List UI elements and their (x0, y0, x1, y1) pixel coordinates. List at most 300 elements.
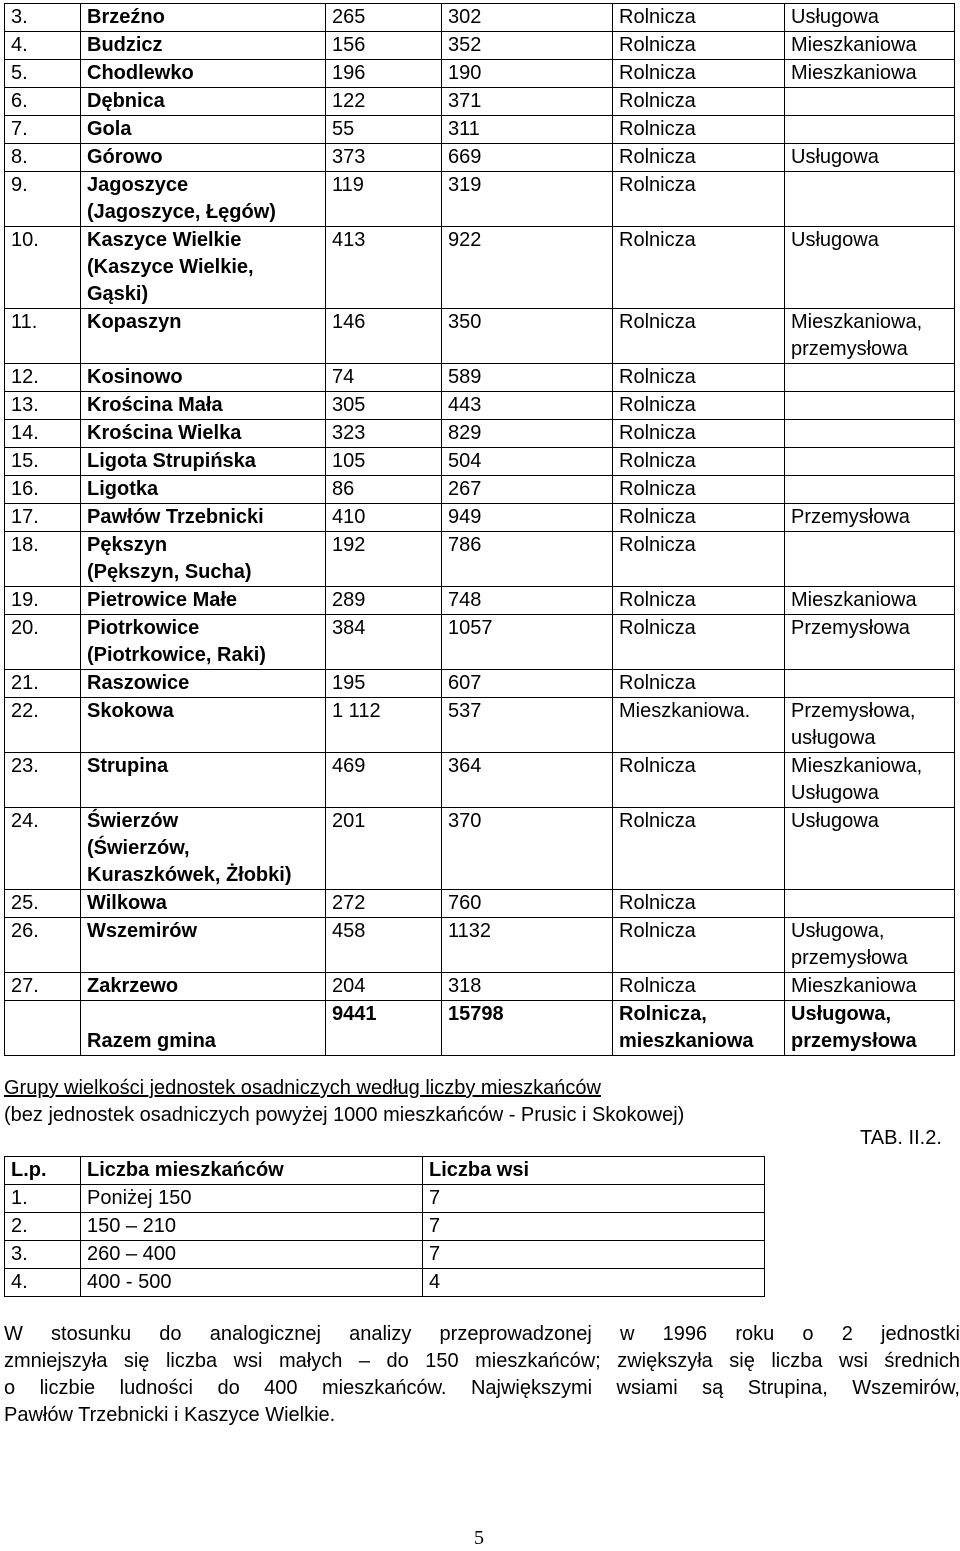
value-a-line: 323 (332, 422, 366, 444)
row-number (5, 227, 81, 309)
function-primary-line: Rolnicza (619, 366, 696, 388)
value-a (326, 88, 442, 116)
function-primary-line: Rolnicza (619, 174, 696, 196)
groups-table-header-row (5, 1157, 765, 1185)
table-row (5, 227, 955, 309)
function-secondary-line: Mieszkaniowa (791, 62, 917, 84)
total-function-primary (613, 1001, 785, 1056)
function-primary (613, 890, 785, 918)
table-row (5, 309, 955, 364)
value-b-line: 371 (448, 90, 482, 112)
function-secondary-line: Mieszkaniowa (791, 975, 917, 997)
value-b-line: 829 (448, 422, 482, 444)
function-primary (613, 532, 785, 587)
settlement-name-line: Chodlewko (87, 62, 194, 84)
table-cell: 7 (423, 1241, 765, 1269)
function-secondary-line: Przemysłowa (791, 506, 910, 528)
settlement-name-line: Wszemirów (87, 920, 198, 942)
row-number-line: 18. (11, 534, 39, 556)
value-a (326, 476, 442, 504)
function-primary (613, 753, 785, 808)
table-row (5, 1213, 765, 1241)
function-secondary (785, 309, 955, 364)
function-primary-line: Rolnicza (619, 62, 696, 84)
value-b-line: 364 (448, 755, 482, 777)
settlement-name (81, 448, 326, 476)
value-b-line: 311 (448, 118, 480, 140)
value-b-line: 748 (448, 589, 482, 611)
value-a (326, 364, 442, 392)
function-secondary-line: Mieszkaniowa, (791, 755, 923, 777)
value-b-line: 949 (448, 506, 482, 528)
function-secondary-line: Usługowa (791, 229, 879, 251)
function-secondary (785, 392, 955, 420)
settlement-name (81, 753, 326, 808)
table-row (5, 172, 955, 227)
value-b (442, 476, 613, 504)
value-a (326, 309, 442, 364)
settlement-name-line: Jagoszyce (87, 174, 189, 196)
row-number (5, 60, 81, 88)
row-number (5, 587, 81, 615)
row-number (5, 392, 81, 420)
function-primary (613, 4, 785, 32)
table-label: TAB. II.2. (860, 1127, 942, 1149)
row-number (5, 532, 81, 587)
settlement-name-line: Gola (87, 118, 132, 140)
value-a (326, 753, 442, 808)
value-a (326, 587, 442, 615)
function-primary-line: Rolnicza (619, 90, 696, 112)
table-row (5, 670, 955, 698)
value-b (442, 32, 613, 60)
value-a-line: 265 (332, 6, 366, 28)
function-primary-line: Rolnicza (619, 589, 696, 611)
table-cell: 260 – 400 (81, 1241, 423, 1269)
settlements-table-body (5, 4, 955, 1056)
function-primary (613, 144, 785, 172)
settlement-name (81, 587, 326, 615)
header-cell: Liczba mieszkańców (81, 1157, 423, 1185)
settlements-table (4, 3, 955, 1056)
function-primary (613, 670, 785, 698)
total-function-primary-line: Rolnicza, (619, 1003, 707, 1025)
function-primary-line: Rolnicza (619, 892, 696, 914)
settlement-name (81, 670, 326, 698)
table-cell: 7 (423, 1185, 765, 1213)
value-a (326, 32, 442, 60)
value-a (326, 392, 442, 420)
value-a-line: 458 (332, 920, 366, 942)
function-primary-line: Rolnicza (619, 6, 696, 28)
row-number-line: 21. (11, 672, 39, 694)
function-secondary (785, 670, 955, 698)
row-number-line: 16. (11, 478, 39, 500)
settlement-name-line: (Jagoszyce, Łęgów) (87, 201, 276, 223)
total-b-line: 15798 (448, 1003, 504, 1025)
row-number (5, 504, 81, 532)
summary-paragraph (4, 1321, 960, 1429)
table-row (5, 116, 955, 144)
table-row (5, 1241, 765, 1269)
function-primary (613, 116, 785, 144)
function-primary (613, 32, 785, 60)
value-b (442, 698, 613, 753)
value-b (442, 753, 613, 808)
settlement-name (81, 364, 326, 392)
value-b (442, 364, 613, 392)
total-a-line: 9441 (332, 1003, 377, 1025)
table-cell: 2. (5, 1213, 81, 1241)
function-secondary-line: Usługowa (791, 146, 879, 168)
value-a (326, 890, 442, 918)
function-secondary (785, 88, 955, 116)
value-a (326, 227, 442, 309)
function-primary-line: Rolnicza (619, 394, 696, 416)
header-cell: L.p. (5, 1157, 81, 1185)
value-b-line: 607 (448, 672, 482, 694)
row-number-line: 26. (11, 920, 39, 942)
value-b (442, 973, 613, 1001)
value-a-line: 289 (332, 589, 366, 611)
row-number-line: 4. (11, 34, 28, 56)
settlement-name-line: Skokowa (87, 700, 174, 722)
row-number-line: 22. (11, 700, 39, 722)
function-primary (613, 60, 785, 88)
value-b-line: 760 (448, 892, 482, 914)
paragraph-line: o liczbie ludności do 400 mieszkańców. Największymi wsiami są Strupina, Wszemirów, (4, 1377, 960, 1399)
row-number (5, 973, 81, 1001)
settlement-name-line: Pawłów Trzebnicki (87, 506, 264, 528)
row-number-line: 12. (11, 366, 39, 388)
settlement-name (81, 32, 326, 60)
table-row (5, 4, 955, 32)
function-secondary-line: Mieszkaniowa, (791, 311, 923, 333)
value-a (326, 670, 442, 698)
value-a-line: 119 (332, 174, 364, 196)
groups-heading (4, 1075, 684, 1129)
settlement-name (81, 227, 326, 309)
settlement-name (81, 88, 326, 116)
row-number (5, 116, 81, 144)
table-row (5, 60, 955, 88)
function-primary (613, 448, 785, 476)
table-cell: 7 (423, 1213, 765, 1241)
value-b (442, 448, 613, 476)
table-row (5, 1269, 765, 1297)
paragraph-line: zmniejszyła się liczba wsi małych – do 150 mieszkańców; zwiększyła się liczba wsi średnich (4, 1350, 960, 1372)
value-b-line: 318 (448, 975, 482, 997)
settlement-name-line: Raszowice (87, 672, 190, 694)
function-primary (613, 420, 785, 448)
table-row (5, 1185, 765, 1213)
table-row (5, 890, 955, 918)
table-row (5, 420, 955, 448)
value-b-line: 352 (448, 34, 482, 56)
settlement-name (81, 60, 326, 88)
value-b (442, 504, 613, 532)
function-primary-line: Rolnicza (619, 975, 696, 997)
value-b (442, 532, 613, 587)
value-a-line: 192 (332, 534, 366, 556)
table-row (5, 808, 955, 890)
settlement-name-line: Świerzów (87, 810, 179, 832)
function-primary-line: Mieszkaniowa. (619, 700, 751, 722)
value-a (326, 808, 442, 890)
total-b (442, 1001, 613, 1056)
function-secondary (785, 918, 955, 973)
value-b-line: 319 (448, 174, 482, 196)
value-b-line: 504 (448, 450, 482, 472)
settlement-name-line: Piotrkowice (87, 617, 200, 639)
row-number (5, 918, 81, 973)
value-b (442, 227, 613, 309)
settlement-name (81, 476, 326, 504)
row-number-line: 9. (11, 174, 28, 196)
function-primary (613, 309, 785, 364)
function-primary-line: Rolnicza (619, 34, 696, 56)
function-primary-line: Rolnicza (619, 672, 696, 694)
row-number (5, 1001, 81, 1056)
total-row (5, 1001, 955, 1056)
settlement-name-line: Pietrowice Małe (87, 589, 238, 611)
function-primary-line: Rolnicza (619, 118, 696, 140)
function-primary (613, 227, 785, 309)
function-primary (613, 364, 785, 392)
row-number (5, 309, 81, 364)
groups-table (4, 1156, 765, 1297)
row-number (5, 890, 81, 918)
function-primary (613, 973, 785, 1001)
row-number (5, 808, 81, 890)
value-a-line: 156 (332, 34, 366, 56)
settlement-name-line: Brzeźno (87, 6, 165, 28)
function-secondary (785, 890, 955, 918)
value-a (326, 504, 442, 532)
row-number-line: 17. (11, 506, 39, 528)
value-b-line: 443 (448, 394, 482, 416)
value-b-line: 190 (448, 62, 482, 84)
row-number-line: 23. (11, 755, 39, 777)
settlement-name-line: (Piotrkowice, Raki) (87, 644, 266, 666)
value-a-line: 1 112 (332, 700, 381, 722)
settlement-name (81, 116, 326, 144)
table-row (5, 392, 955, 420)
table-row (5, 32, 955, 60)
function-secondary (785, 504, 955, 532)
settlement-name-line: Gąski) (87, 283, 149, 305)
function-primary-line: Rolnicza (619, 146, 696, 168)
settlement-name (81, 918, 326, 973)
value-a (326, 116, 442, 144)
row-number (5, 4, 81, 32)
settlement-name-line: Ligota Strupińska (87, 450, 256, 472)
table-row (5, 532, 955, 587)
settlement-name-line: Budzicz (87, 34, 163, 56)
function-secondary (785, 144, 955, 172)
value-a-line: 201 (332, 810, 366, 832)
value-a-line: 196 (332, 62, 366, 84)
settlement-name-line: Wilkowa (87, 892, 167, 914)
function-primary (613, 918, 785, 973)
function-primary-line: Rolnicza (619, 534, 696, 556)
function-secondary (785, 227, 955, 309)
value-a-line: 55 (332, 118, 355, 140)
function-primary-line: Rolnicza (619, 229, 696, 251)
row-number-line: 6. (11, 90, 28, 112)
row-number (5, 698, 81, 753)
function-primary-line: Rolnicza (619, 755, 696, 777)
value-b (442, 670, 613, 698)
function-primary (613, 615, 785, 670)
function-secondary-line: Usługowa (791, 6, 879, 28)
function-secondary-line: przemysłowa (791, 947, 908, 969)
value-a-line: 384 (332, 617, 366, 639)
value-a (326, 172, 442, 227)
value-b (442, 615, 613, 670)
value-a (326, 144, 442, 172)
value-b-line: 1057 (448, 617, 493, 639)
function-secondary (785, 753, 955, 808)
table-row (5, 476, 955, 504)
settlement-name (81, 144, 326, 172)
function-primary-line: Rolnicza (619, 506, 696, 528)
function-secondary (785, 698, 955, 753)
settlement-name (81, 890, 326, 918)
total-label-line: Razem gmina (87, 1030, 216, 1052)
value-b (442, 309, 613, 364)
value-b (442, 392, 613, 420)
table-row (5, 753, 955, 808)
value-a-line: 122 (332, 90, 366, 112)
value-a (326, 532, 442, 587)
row-number-line: 11. (11, 311, 38, 333)
value-a (326, 698, 442, 753)
table-cell: 400 - 500 (81, 1269, 423, 1297)
settlement-name-line: Zakrzewo (87, 975, 179, 997)
settlement-name-line: (Pększyn, Sucha) (87, 561, 252, 583)
row-number-line: 7. (11, 118, 28, 140)
value-b-line: 786 (448, 534, 482, 556)
function-secondary-line: Usługowa (791, 810, 879, 832)
value-b-line: 922 (448, 229, 482, 251)
settlement-name-line: (Świerzów, (87, 837, 190, 859)
table-cell: 150 – 210 (81, 1213, 423, 1241)
value-b-line: 370 (448, 810, 482, 832)
table-row (5, 615, 955, 670)
settlement-name-line: Strupina (87, 755, 169, 777)
value-a-line: 204 (332, 975, 366, 997)
value-b (442, 144, 613, 172)
function-secondary (785, 4, 955, 32)
settlement-name (81, 504, 326, 532)
row-number (5, 615, 81, 670)
function-secondary (785, 420, 955, 448)
value-a-line: 413 (332, 229, 366, 251)
row-number (5, 32, 81, 60)
table-row (5, 504, 955, 532)
paragraph-line: Pawłów Trzebnicki i Kaszyce Wielkie. (4, 1404, 336, 1426)
function-primary (613, 504, 785, 532)
table-row (5, 364, 955, 392)
function-primary (613, 392, 785, 420)
total-function-secondary-line: Usługowa, (791, 1003, 892, 1025)
settlement-name (81, 172, 326, 227)
header-cell: Liczba wsi (423, 1157, 765, 1185)
row-number-line: 19. (11, 589, 39, 611)
row-number (5, 448, 81, 476)
table-cell: 3. (5, 1241, 81, 1269)
settlement-name-line: Kaszyce Wielkie (87, 229, 242, 251)
settlement-name (81, 698, 326, 753)
function-primary-line: Rolnicza (619, 478, 696, 500)
table-cell: 4. (5, 1269, 81, 1297)
function-secondary (785, 60, 955, 88)
function-secondary-line: Mieszkaniowa (791, 589, 917, 611)
row-number-line: 14. (11, 422, 39, 444)
function-primary-line: Rolnicza (619, 311, 696, 333)
row-number (5, 670, 81, 698)
row-number-line: 10. (11, 229, 39, 251)
value-b-line: 267 (448, 478, 482, 500)
function-secondary (785, 476, 955, 504)
groups-heading-title: Grupy wielkości jednostek osadniczych według liczby mieszkańców (4, 1077, 601, 1099)
row-number (5, 172, 81, 227)
value-b (442, 88, 613, 116)
value-a (326, 420, 442, 448)
function-primary (613, 698, 785, 753)
table-row (5, 144, 955, 172)
table-cell: Poniżej 150 (81, 1185, 423, 1213)
value-a-line: 410 (332, 506, 366, 528)
settlement-name-line: Pększyn (87, 534, 168, 556)
settlement-name-line: Krościna Mała (87, 394, 223, 416)
settlement-name (81, 4, 326, 32)
function-secondary (785, 364, 955, 392)
function-primary (613, 172, 785, 227)
total-label (81, 1001, 326, 1056)
function-secondary-line: Przemysłowa, (791, 700, 916, 722)
row-number-line: 15. (11, 450, 39, 472)
function-secondary-line: Przemysłowa (791, 617, 910, 639)
value-b-line: 537 (448, 700, 482, 722)
row-number (5, 364, 81, 392)
value-a-line: 105 (332, 450, 366, 472)
total-function-secondary-line: przemysłowa (791, 1030, 917, 1052)
value-a (326, 973, 442, 1001)
value-a-line: 373 (332, 146, 366, 168)
value-b-line: 589 (448, 366, 482, 388)
function-secondary (785, 973, 955, 1001)
function-secondary-line: Usługowa, (791, 920, 885, 942)
table-row (5, 448, 955, 476)
value-b (442, 918, 613, 973)
function-primary-line: Rolnicza (619, 450, 696, 472)
value-b-line: 1132 (448, 920, 492, 942)
settlement-name (81, 309, 326, 364)
value-a-line: 305 (332, 394, 366, 416)
value-b (442, 4, 613, 32)
function-primary-line: Rolnicza (619, 920, 696, 942)
value-a-line: 469 (332, 755, 366, 777)
function-secondary-line: Mieszkaniowa (791, 34, 917, 56)
value-a (326, 448, 442, 476)
function-secondary (785, 32, 955, 60)
row-number (5, 476, 81, 504)
value-a-line: 195 (332, 672, 366, 694)
value-b-line: 669 (448, 146, 482, 168)
function-secondary (785, 808, 955, 890)
